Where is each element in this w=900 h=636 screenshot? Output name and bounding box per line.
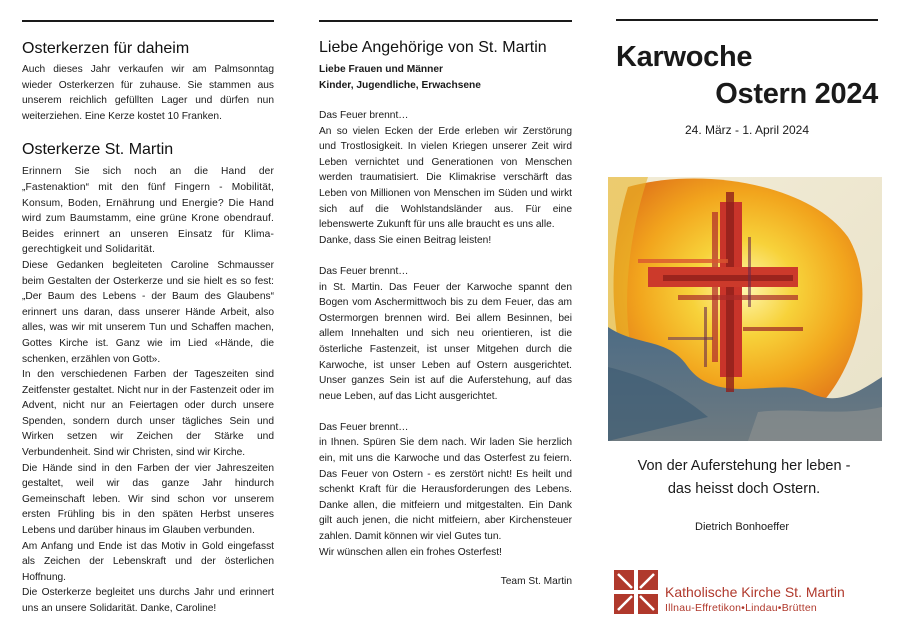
place: Illnau-Effretikon — [665, 602, 742, 614]
quote-line: das heisst doch Ostern. — [667, 481, 821, 497]
quote — [606, 455, 878, 501]
parish-cross-logo-icon — [614, 570, 658, 614]
parish-logo — [614, 570, 884, 616]
paragraph: Erinnern Sie sich noch an die Hand der „Fastenaktion“ mit den fünf Fingern - Mobilität, Konsum, Boden, Ernährung und Energie? Die Hand wird zum Baumstamm, eine grüne Krone obendrauf. Beides erinnert an unseren Einsatz für Klima-gerechtigkeit und Solidarität. — [22, 166, 274, 256]
title-karwoche: Karwoche — [616, 41, 753, 73]
paragraph: Die Osterkerze begleitet uns durchs Jahr und erinnert uns an unsere Solidarität. Danke, Caroline! — [22, 587, 274, 614]
paragraph: Die Hände sind in den Farben der vier Jahreszeiten gestaltet, weil wir das ganze Jahr hindurch Gemeinschaft leben. Wir sind schon vor unserem ersten Frühling bis in den späten Herbst unseres Lebens und darüber hinaus im Glauben verbunden. — [22, 462, 274, 537]
parish-name: Katholische Kirche St. Martin — [665, 584, 845, 600]
place: Brütten — [781, 602, 817, 614]
paragraph: Diese Gedanken begleiteten Caroline Schmausser beim Gestalten der Osterkerze und sie hielt es so fest: „Der Baum des Lebens - der Baum des Glaubens“ erinnert uns daran, dass unserer Hände Arbeit, also alles, was wir mit unserem Tun und Schaffen machen, Gottes Kirche ist. Ganz wie im Lied «Hände, die schenken, erzählen von Gott». — [22, 259, 274, 365]
block-lead: Das Feuer brennt… — [319, 421, 409, 433]
paragraph: An so vielen Ecken der Erde erleben wir Zerstörung und Trostlosigkeit. In vielen Kriegen unserer Zeit wird Leben vernichtet und Generationen von Menschen werden traumatisiert. Die Klimakrise verschärft das Leben von Millionen von Menschen im Süden und wirkt sich auf die Wohlstandsländer aus. Für eine lebenswerte Zukunft für uns alle braucht es uns alle. — [319, 125, 572, 231]
paragraph: Auch dieses Jahr verkaufen wir am Palmsonntag wieder Osterkerzen für zuhause. Sie stammen aus unserem reichlich gefüllten Lager und dürfen nun weiterziehen. Eine Kerze kostet 10 Franken. — [22, 64, 274, 122]
paragraph: In den verschiedenen Farben der Tageszeiten sind Zeitfenster gestaltet. Nicht nur in der Fastenzeit oder im Advent, nicht nur an Feiertagen oder durch unsere Spenden, sondern durch unser tägliches Sein und Wirken setzen wir Zeichen der Stärke und Verbundenheit. Sind wir Christen, sind wir Kirche. — [22, 369, 274, 459]
middle-column — [319, 0, 572, 587]
block-lead: Das Feuer brennt… — [319, 265, 409, 277]
subheading: Liebe Frauen und Männer — [319, 64, 443, 75]
place: Lindau — [745, 602, 778, 614]
top-rule — [319, 20, 572, 22]
quote-line: Von der Auferstehung her leben - — [637, 458, 851, 474]
right-column — [606, 0, 878, 533]
left-column — [22, 0, 274, 617]
signature: Team St. Martin — [500, 576, 572, 588]
subheading: Kinder, Jugendliche, Erwachsene — [319, 80, 481, 91]
date-range: 24. März - 1. April 2024 — [684, 123, 810, 137]
paragraph: Danke, dass Sie einen Beitrag leisten! — [319, 234, 492, 246]
letter-body — [319, 108, 572, 560]
separator: • — [741, 602, 746, 614]
title-ostern: Ostern 2024 — [715, 78, 878, 110]
heading-liebe-angehoerige: Liebe Angehörige von St. Martin — [319, 39, 547, 56]
paragraph: in St. Martin. Das Feuer der Karwoche spannt den Bogen vom Aschermittwoch bis zu dem Feuer, das am Ostermorgen brennen wird. Bei allem Besinnen, bei allem Innehalten und sich neu orientieren, ist die österliche Fastenzeit, ist unser Mitgehen durch die Karwoche, ist unser Leben auf Ostern ausgerichtet. Unser ganzes Sein ist auf die Auferstehung, auf das neue Leben, auf das Licht ausgerichtet. — [319, 281, 572, 402]
heading-osterkerzen-daheim: Osterkerzen für daheim — [22, 40, 190, 57]
block-lead: Das Feuer brennt… — [319, 110, 409, 121]
paragraph: in Ihnen. Spüren Sie dem nach. Wir laden Sie herzlich ein, mit uns die Karwoche und das Osterfest zu feiern. Das Feuer von Ostern - es zerstört nicht! Es heilt und schenkt Kraft für die Herausforderungen des Lebens. Danke allen, die mitfeiern und mitgestalten. Ein Dank gilt auch jenen, die nicht mitfeiern, aber Kirchensteuer zahlen. Damit können wir viel Gutes tun. — [319, 437, 572, 543]
heading-osterkerze-st-martin: Osterkerze St. Martin — [22, 141, 174, 159]
top-rule — [22, 20, 274, 22]
separator: • — [777, 602, 782, 614]
paragraph: Wir wünschen allen ein frohes Osterfest! — [319, 546, 502, 558]
cross-painting-icon — [608, 177, 882, 441]
parish-places — [665, 602, 817, 614]
paragraph: Am Anfang und Ende ist das Motiv in Gold eingefasst als Zeichen der Lebenskraft und der österlichen Hoffnung. — [22, 540, 274, 583]
quote-author: Dietrich Bonhoeffer — [695, 521, 789, 533]
top-rule — [616, 19, 878, 21]
